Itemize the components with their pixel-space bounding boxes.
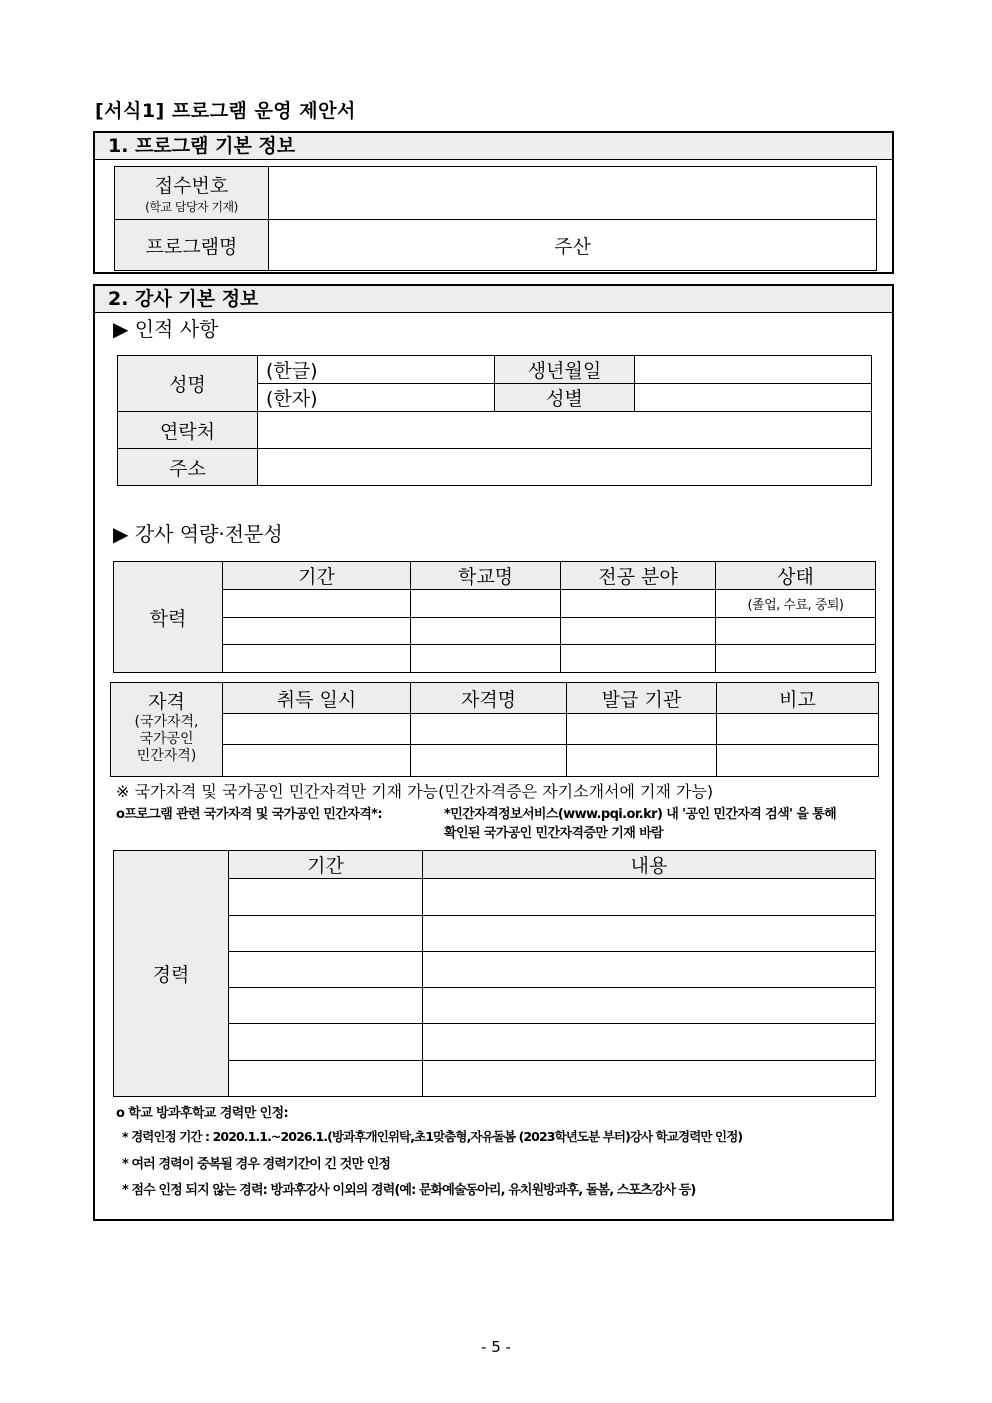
section1-heading: 1. 프로그램 기본 정보 (95, 133, 892, 160)
birth-label: 생년월일 (495, 356, 635, 384)
career-cell[interactable] (229, 1061, 423, 1097)
license-note: ※ 국가자격 및 국가공인 민간자격만 기재 가능(민간자격증은 자기소개서에 기재 가능) (116, 782, 714, 801)
personal-table (117, 355, 872, 486)
education-cell[interactable] (716, 645, 876, 673)
education-cell[interactable] (411, 645, 561, 673)
address-field[interactable] (258, 449, 872, 486)
gender-field[interactable] (635, 384, 872, 412)
career-note-3: * 여러 경력이 중복될 경우 경력기간이 긴 것만 인정 (122, 1157, 391, 1172)
career-header-content: 내용 (423, 851, 876, 879)
license-cell[interactable] (411, 745, 567, 777)
contact-label: 연락처 (118, 412, 258, 449)
career-cell[interactable] (423, 916, 876, 952)
career-cell[interactable] (423, 1024, 876, 1061)
personal-subheading: ▶ 인적 사항 (113, 317, 219, 341)
name-hanja-field[interactable]: (한자) (258, 384, 495, 412)
career-cell[interactable] (229, 879, 423, 916)
name-korean-field[interactable]: (한글) (258, 356, 495, 384)
program-name-field[interactable]: 주산 (269, 220, 877, 271)
license-header-remarks: 비고 (717, 683, 879, 714)
receipt-label: 접수번호 (154, 175, 229, 197)
program-name-label: 프로그램명 (115, 220, 269, 271)
receipt-number-field[interactable] (269, 167, 877, 220)
address-label: 주소 (118, 449, 258, 486)
license-label-sub-1: (국가자격, (134, 714, 199, 730)
education-cell[interactable] (561, 618, 716, 645)
section-basic-info (93, 131, 894, 274)
career-cell[interactable] (229, 988, 423, 1024)
education-status-hint[interactable]: (졸업, 수료, 중퇴) (716, 590, 876, 618)
license-note2-right1: *민간자격정보서비스(www.pqi.or.kr) 내 '공인 민간자격 검색' 을 통해 (444, 807, 837, 822)
career-cell[interactable] (229, 952, 423, 988)
education-cell[interactable] (223, 590, 411, 618)
career-cell[interactable] (423, 952, 876, 988)
license-cell[interactable] (567, 714, 717, 745)
career-cell[interactable] (423, 879, 876, 916)
gender-label: 성별 (495, 384, 635, 412)
license-label-sub-2: 국가공인 (139, 731, 194, 747)
education-cell[interactable] (561, 645, 716, 673)
license-cell[interactable] (223, 714, 411, 745)
education-cell[interactable] (561, 590, 716, 618)
section2-heading: 2. 강사 기본 정보 (95, 286, 892, 313)
education-cell[interactable] (223, 618, 411, 645)
education-label: 학력 (114, 562, 223, 673)
license-header-date: 취득 일시 (223, 683, 411, 714)
license-cell[interactable] (223, 745, 411, 777)
education-header-major: 전공 분야 (561, 562, 716, 590)
license-label: 자격 (148, 691, 185, 713)
education-header-status: 상태 (716, 562, 876, 590)
career-cell[interactable] (423, 988, 876, 1024)
license-note2-right2: 확인된 국가공인 민간자격증만 기재 바람 (444, 826, 663, 841)
education-cell[interactable] (411, 618, 561, 645)
competency-subheading: ▶ 강사 역량·전문성 (113, 522, 283, 546)
license-cell[interactable] (717, 714, 879, 745)
career-cell[interactable] (229, 1024, 423, 1061)
education-header-school: 학교명 (411, 562, 561, 590)
receipt-sub-label: (학교 담당자 기재) (145, 200, 238, 214)
career-table (113, 850, 876, 1097)
career-label: 경력 (114, 851, 229, 1097)
career-header-period: 기간 (229, 851, 423, 879)
career-note-2: * 경력인정 기간 : 2020.1.1.~2026.1.(방과후개인위탁,초1맞춤형,자유돌봄 (2023학년도분 부터)강사 학교경력만 인정) (122, 1129, 743, 1144)
education-table (113, 561, 876, 673)
license-cell[interactable] (567, 745, 717, 777)
page-number: - 5 - (481, 1338, 511, 1356)
career-note-1: o 학교 방과후학교 경력만 인정: (116, 1106, 289, 1121)
birth-field[interactable] (635, 356, 872, 384)
career-cell[interactable] (229, 916, 423, 952)
license-cell[interactable] (717, 745, 879, 777)
education-header-period: 기간 (223, 562, 411, 590)
license-header-issuer: 발급 기관 (567, 683, 717, 714)
license-header-name: 자격명 (411, 683, 567, 714)
basic-info-table (114, 166, 877, 271)
receipt-label-cell (115, 167, 269, 220)
education-cell[interactable] (716, 618, 876, 645)
career-note-4: * 점수 인정 되지 않는 경력: 방과후강사 이외의 경력(예: 문화예술동아리, 유치원방과후, 돌봄, 스포츠강사 등) (122, 1183, 696, 1198)
license-label-cell (111, 683, 223, 777)
education-cell[interactable] (411, 590, 561, 618)
license-table (110, 682, 879, 777)
license-note2-left: o프로그램 관련 국가자격 및 국가공인 민간자격*: (116, 807, 382, 822)
license-cell[interactable] (411, 714, 567, 745)
education-cell[interactable] (223, 645, 411, 673)
name-label: 성명 (118, 356, 258, 412)
license-label-sub-3: 민간자격) (136, 748, 197, 764)
career-cell[interactable] (423, 1061, 876, 1097)
contact-field[interactable] (258, 412, 872, 449)
form-title: [서식1] 프로그램 운영 제안서 (95, 100, 356, 122)
